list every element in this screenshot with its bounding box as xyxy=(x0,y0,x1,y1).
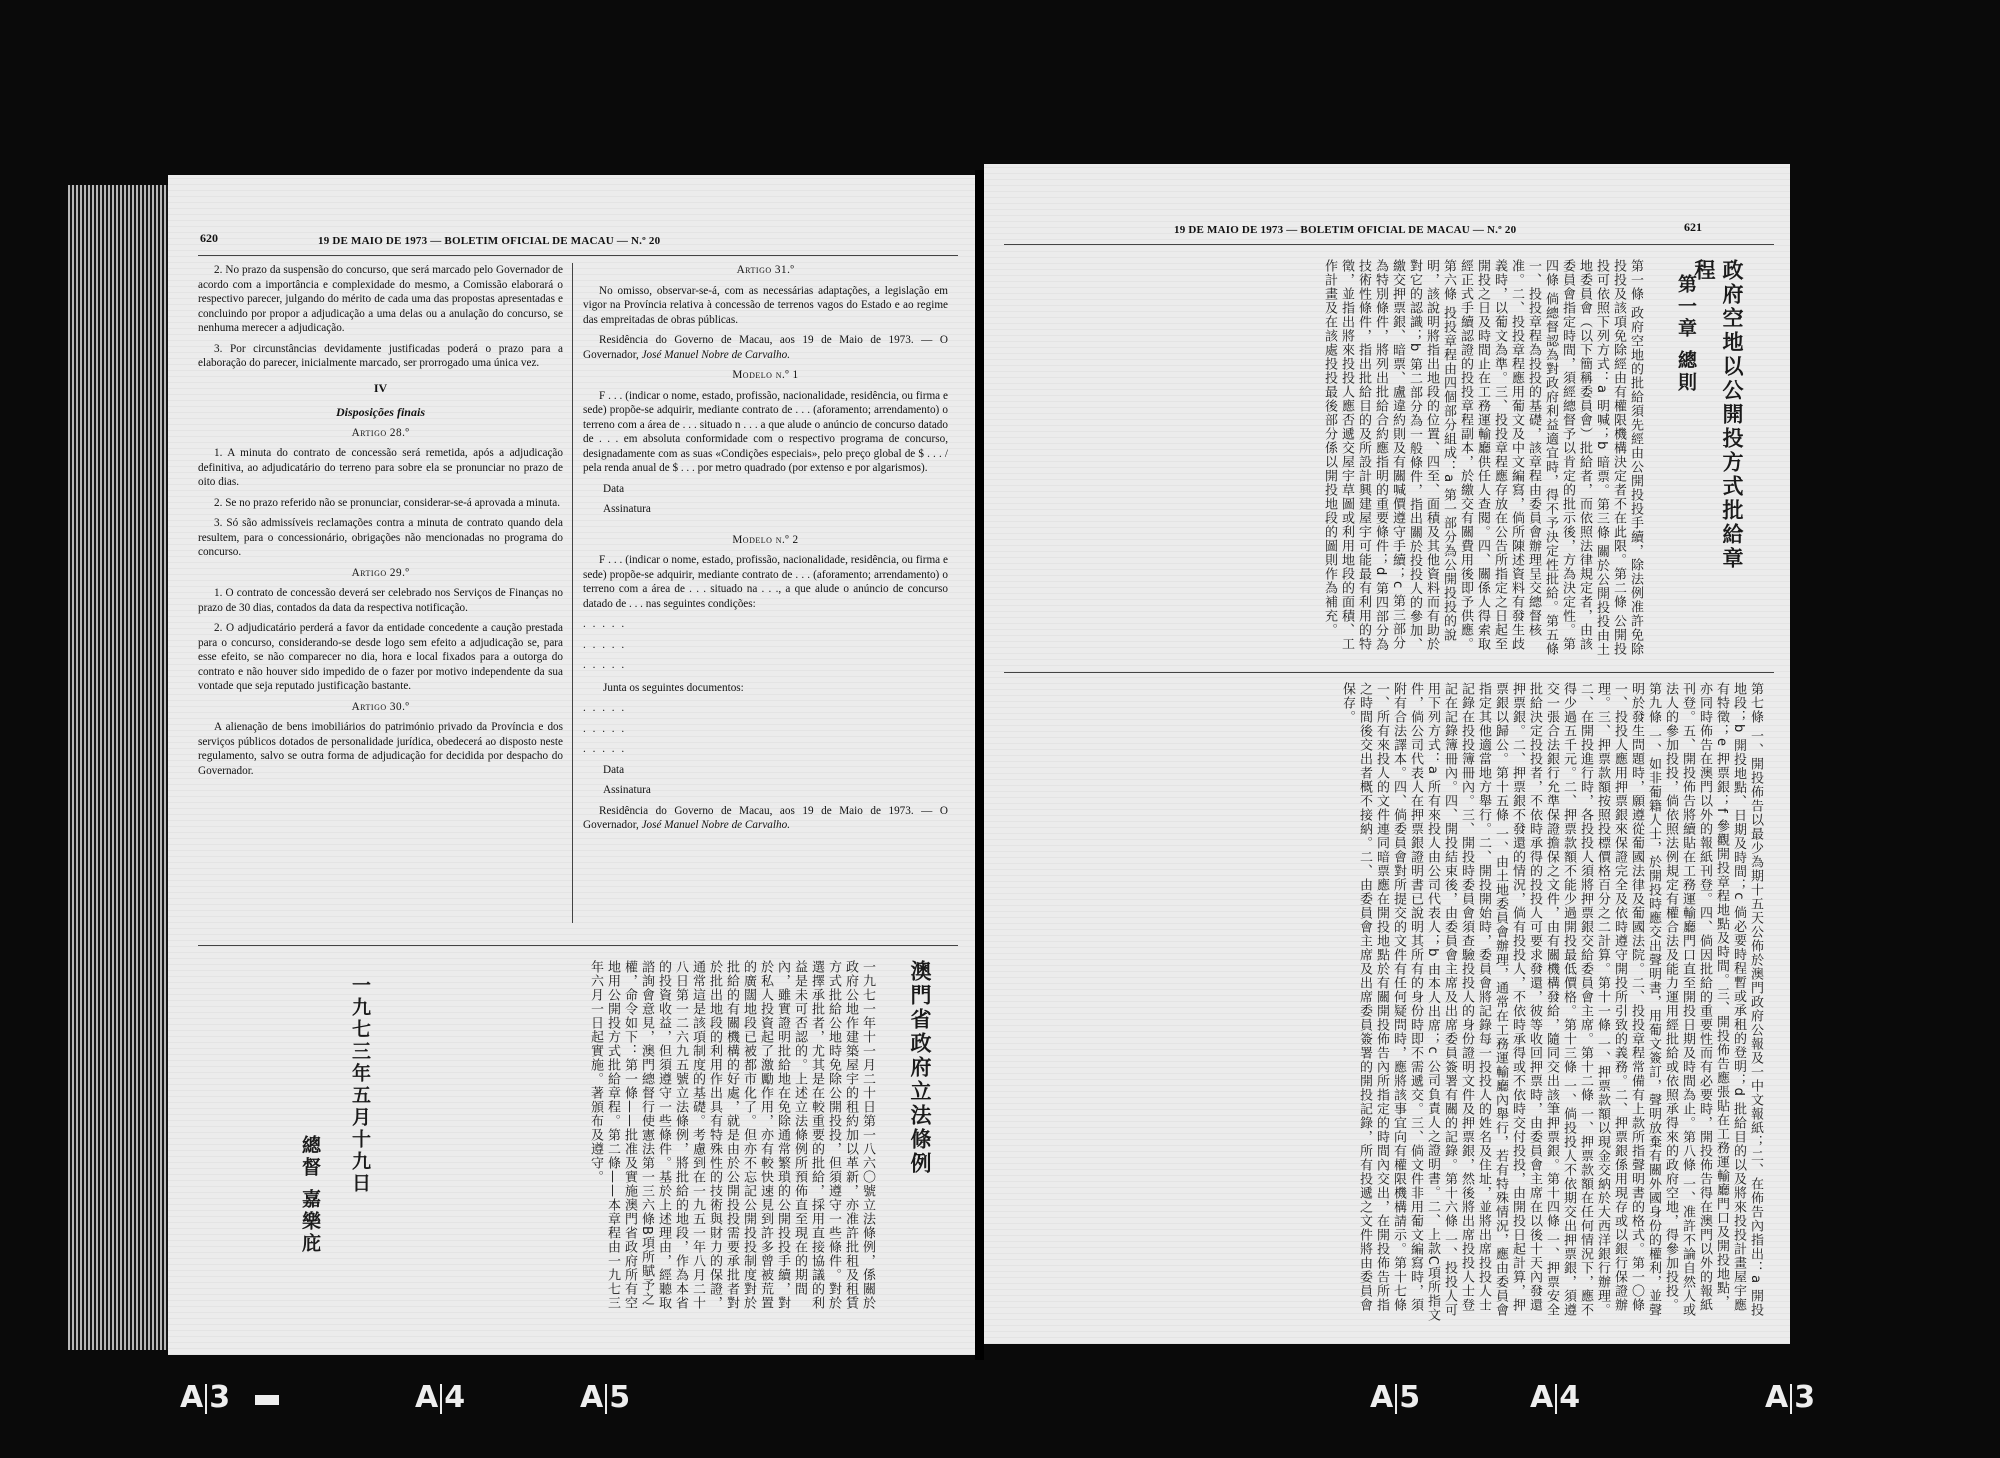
portuguese-column-2 xyxy=(583,263,948,963)
model-heading: Modelo n.º 2 xyxy=(732,533,799,546)
frame-label: A 4 xyxy=(415,1380,466,1415)
documents-label: Junta os seguintes documentos: xyxy=(603,681,744,694)
chinese-decree-signature: 總督 嘉樂庇 xyxy=(299,1135,321,1255)
frame-label: A 4 xyxy=(1530,1380,1581,1415)
paragraph: No omisso, observar-se-á, com as necessárias adaptações, a legislação em vigor na Província relativa à concessão de terrenos vagos do Estado e ao regime das empreitadas de obras públicas. xyxy=(583,284,948,326)
section-divider xyxy=(198,945,958,946)
paragraph: F . . . (indicar o nome, estado, profissão, nacionalidade, residência, ou firma e sede) propõe-se adquirir, mediante contrato de . . . (aforamento; arrendamento) o terreno com a área de . . . situado n . . . a que alude o anúncio de concurso datado de . . . em absoluta conformidade com o respectivo programa de concurso, designadamente com as suas «Condições especiais», pelo preço global de $ . . . / pela renda anual de $ . . . por metro quadrado (por extenso e por algarismos). xyxy=(583,389,948,474)
header-rule xyxy=(198,255,958,256)
blank-line: . . . . . xyxy=(583,702,627,714)
portuguese-column-1 xyxy=(198,263,563,943)
governor-name: José Manuel Nobre de Carvalho. xyxy=(641,348,790,361)
paragraph: 3. Só são admissíveis reclamações contra a minuta de contrato quando dela resultem, para o concessionário, obrigações não mencionadas no programa do concurso. xyxy=(198,517,563,558)
paragraph: 2. O adjudicatário perderá a favor da entidade concedente a caução prestada para o concurso, considerando-se desde logo sem efeito a adjudicação se, para esse efeito, se não comparecer no dia, hora e local fixados para a outorga do contrato e não houver sido impedido de o fazer por motivo independente da sua vontade que seja reputado justificação bastante. xyxy=(198,622,563,692)
article-heading: Artigo 29.º xyxy=(351,566,410,579)
date-label: Data xyxy=(603,482,625,495)
governor-name: José Manuel Nobre de Carvalho. xyxy=(641,819,790,831)
date-label: Data xyxy=(603,763,625,776)
frame-label: A 3 xyxy=(180,1380,231,1415)
left-page xyxy=(168,175,975,1355)
paragraph: 2. Se no prazo referido não se pronunciar, considerar-se-á aprovada a minuta. xyxy=(214,496,560,509)
section-divider xyxy=(1004,672,1774,673)
residence-line: Residência do Governo de Macau, aos 19 de Maio de 1973. — O Governador, José Manuel Nobre de Carvalho. xyxy=(583,804,948,831)
paragraph: 1. O contrato de concessão deverá ser celebrado nos Serviços de Finanças no prazo de 30 dias, contados da data da respectiva notificação. xyxy=(198,587,563,614)
chinese-decree-text: 一九七一年十一月二十日第一八六〇號立法條例，係關於政府公地作建築屋宇的租約加以革新，亦准許批租及租賃方式批給公地時免除公開投投，但須遵守一些條件。對於選擇承批者，尤其是在較重要的批給，採用直接協議的利益是未可否認的。上述立法條例所預佈直至現在的期間內，雖實證明批給地在免除通常繁瑣的公開投投手續，對於私人投資起了激勵作用，亦有較快速見到許多曾被荒置的廣闊地段已被都市化了。但亦不忘記公開投投制度對於批給的有關機構的好處，就是由於公開投投需要承批者對於批出地段的利用作出具有特殊性的技術與財力的保證，通常這是該項制度的基礎。考慮到在一九五一年八月二十八日第一二六九五號立法條例，將批給的地段，作為本省的投資收益，但須遵守一些條件。基於上述理由，經聽取諮詢會意見，澳門總督行使憲法第一三六條B項所賦予之權，命令如下：第一條——批准及實施澳門省政府所有空地用公開投方式批給章程。第二條——本章程由一九七三年六月一日起實施。著頒布及遵守。 xyxy=(588,960,875,1310)
paragraph: 2. No prazo da suspensão do concurso, que será marcado pelo Governador de acordo com a importância e complexidade do mesmo, a Comissão elaborará o respectivo parecer, julgando do mérito de cada uma das propostas apresentadas e concluindo por propor a adjudicação a uma delas ou a anulação do concurso, se nenhuma merecer a adjudicação. xyxy=(198,264,563,334)
running-head: 19 DE MAIO DE 1973 — BOLETIM OFICIAL DE MACAU — N.º 20 xyxy=(1174,224,1517,236)
film-mark xyxy=(255,1395,279,1405)
regulation-title: 政府空地以公開投方式批給章程 xyxy=(1692,259,1744,571)
chapter-heading: 第一章 總則 xyxy=(1675,274,1697,394)
running-head: 19 DE MAIO DE 1973 — BOLETIM OFICIAL DE MACAU — N.º 20 xyxy=(318,235,661,247)
blank-line: . . . . . xyxy=(583,659,627,671)
section-number: IV xyxy=(373,380,388,395)
signature-label: Assinatura xyxy=(603,503,651,515)
book-spine xyxy=(975,170,984,1360)
paragraph: A alienação de bens imobiliários do património privado da Província e dos serviços públicos dotados de personalidade jurídica, obedecerá ao disposto neste regulamento, salvo se outra forma de adjudicação for decidida por despacho do Governador. xyxy=(198,721,563,777)
article-heading: Artigo 30.º xyxy=(351,700,410,713)
regulation-upper-text: 第一條 政府空地的批給須先經由公開投投手續，除法例准許免除投投及該項免除經由有權限機構決定者不在此限。第二條 公開投投可依照下列方式：a 明喊；b 暗票。第三條 關於公開投投由土地委員會（以下簡稱委員會）批給者，而依照法律規定者，由該委員會指定時間，須經總督予以肯定的批示後，方為決定性。第四條 倘總督認為對政府利益適宜時，得不予決定性批給。第五條 一、投投章程為投投的基礎，該章程由委員會辦理呈交總督核准。二、投投章程應用葡文及中文編寫，倘所陳述資料有發生歧義時，以葡文為準。三、投投章程應存放在公告所指定之日起至開投之日及時間止在工務運輸廳供任人查閱。四、關係人得索取經正式手續認證的投投章程副本，於繳交有關費用後即予供應。第六條 投投章程由四個部分組成：a 第一部分為公開投投的說明，該說明將指出地段的位置、四至、面積及其他資料而有助於對它的認識；b 第二部分為一般條件，指出關於投投人的參加、繳交押票銀、暗票、盧違約則及有關喊價遵守手續；c 第三部分為特別條件，將列出批給合約應指明的重要條件；d 第四部分為技術性條件，指出批給目的及所設計興建屋宇可能最有利用的特徵，並指出將來投投人應否遞交屋宇草圖或利用地段的面積、工作計畫及在該處投投最後部分係以開投地段的圖則作為補充。 xyxy=(1322,259,1643,657)
page-number: 621 xyxy=(1684,220,1702,234)
blank-line: . . . . . xyxy=(583,743,627,755)
article-heading: Artigo 31.º xyxy=(736,264,795,276)
blank-line: . . . . . xyxy=(583,618,627,630)
blank-line: . . . . . xyxy=(583,722,627,735)
signature-label: Assinatura xyxy=(603,784,651,796)
section-title: Disposições finais xyxy=(335,405,425,419)
frame-label: A 3 xyxy=(1765,1380,1816,1415)
frame-label: A 5 xyxy=(580,1380,631,1415)
right-page xyxy=(984,164,1790,1344)
chinese-decree-title: 澳門省政府立法條例 xyxy=(908,960,932,1176)
blank-line: . . . . . xyxy=(583,638,627,651)
residence-line: Residência do Governo de Macau, aos 19 de Maio de 1973. — O Governador, José Manuel Nobre de Carvalho. xyxy=(583,334,948,361)
article-heading: Artigo 28.º xyxy=(351,426,410,439)
paragraph: 1. A minuta do contrato de concessão será remetida, após a adjudicação definitiva, ao adjudicatário do terreno para sobre ela se pronunciar no prazo de oito dias. xyxy=(198,447,563,488)
model-heading: Modelo n.º 1 xyxy=(732,369,799,381)
page-number: 620 xyxy=(200,231,218,245)
header-rule xyxy=(1004,244,1774,245)
book-page-edges xyxy=(68,185,168,1350)
chinese-decree-date: 一九七三年五月十九日 xyxy=(349,975,371,1195)
paragraph: F . . . (indicar o nome, estado, profissão, nacionalidade, residência, ou firma e sede) propõe-se adquirir, mediante contrato de . . . (aforamento; arrendamento) o terreno com a área de . . . situado na . . ., a que alude o anúncio de concurso datado de . . . nas seguintes condições: xyxy=(583,554,948,610)
column-rule xyxy=(572,263,573,923)
regulation-lower-text: 第七條 一、開投佈告以最少為期十五天公佈於澳門政府公報及一中文報紙；二、在佈告內指出：a 開投地段；b 開投地點、日期及時間；c 倘必要時程暫或承租的登明；d 批給目的以及將來投投計畫屋宇應有特徵；e 押票銀；f 參觀開投章程地點及時間。三、開投佈告應張貼在工務運輸廳門口及開投地點，亦同時佈告在澳門以外的報紙刊登。四、倘因批給的重要性而有必要時，開投佈告得在澳門以外的報紙刊登。五、開投佈告將續貼在工務運輸廳門口直至開投日期及時間為止。第八條 一、准許不論自然人或法人的參加投投，倘依照法例規定有權合法及能力運用經批給或依照承得來的政府空地，得參加投投。第九條 一、如非葡籍人士，於開投時應交出聲明書，用葡文簽訂，聲明放棄有關外國身份的權利，並聲明於發生問題時，願遵從葡國法律及葡國法院。二、投投章程常備有上款所指聲明書的格式。第一〇條 一、投投人應用押票銀來保證完全及依時遵守開投所引致的義務。二、押票銀係用現存或以銀行保證辦理。三、押票款額按照投標價格百分之二計算。第十一條 一、押票款額以現金交納於大西洋銀行辦理。二、在開投進行時，各投投人須將押票銀交給委員會主席。第十二條 一、押票款額在任何情況下，應不得少過五千元。二、押票款額不能少過開投最低價格。第十三條 一、倘投投人不依期交出押票銀，須遵交一張合法銀行允準保證擔保之文件，由有關機構發給，隨同交出該筆押票銀。第十四條 一、押票安全批給決定投投者，不依時承得的投投人可要求發還，彼等收回押票時，由委員會主席在以後十天內發還押票銀。二、押票銀不發還的情況，倘有投投人，不依時承得或不依時交付投投，由開投日起計算，押票銀以歸公。第十五條 一、由土地委員會辦理，通常在工務運輸廳內舉行，若有特殊情況，應由委員會指定其他適當地方舉行。二、開投開始時，委員會將記錄每一投投人的姓名及住址，並將出席投投人士記錄在投投簿冊內。三、開投時委員會須查驗投投人的身份證明文件及押票銀，然後將出席投投人士登記在記錄簿冊內。四、開投結束後，由委員會主席及出席委員簽署有關的記錄。第十六條 一、投投人可用下列方式：a 所有來投人由公司代表人；b 由本人出席；c 公司負責人之證明書。二、上款C項所指文件，倘公司代表人在押票銀證明書已說明其所有的身份時即不需遞交。三、倘文件非用葡文編寫時，須附有合法譯本。四、倘委員會對所提交的文件有任何疑問時，應將該事宜向有權限機構請示。第十七條 一、所有來投人的文件連同暗票應在開投地點於有關開投佈告內所指定的時間內交出，在開投佈告所指之時間後交出者概不接納。二、由委員會主席及出席委員簽署的開投記錄，所有投遞之文件將由委員會保存。 xyxy=(1340,682,1763,1322)
paragraph: 3. Por circunstâncias devidamente justificadas poderá o prazo para a elaboração do parecer, inicialmente marcado, ser prorrogado uma única vez. xyxy=(198,342,563,369)
frame-label: A 5 xyxy=(1370,1380,1421,1415)
